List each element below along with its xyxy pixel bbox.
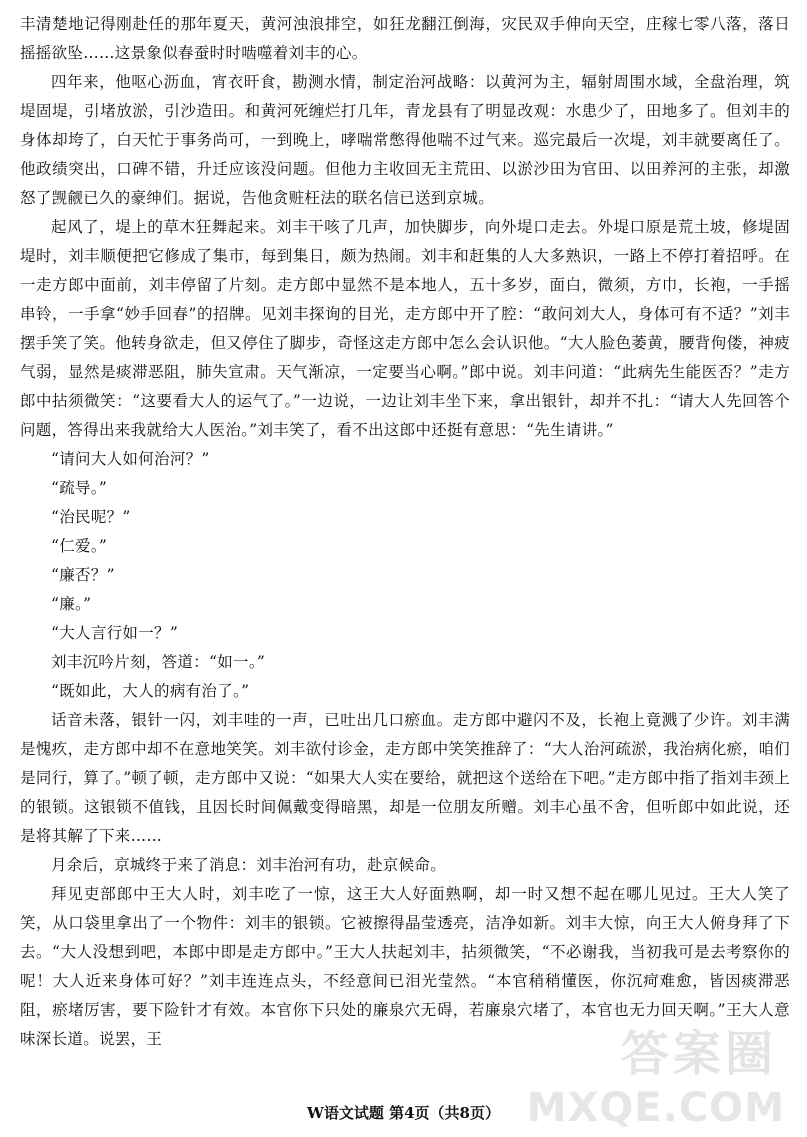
paragraph: 月余后，京城终于来了消息：刘丰治河有功，赴京候命。	[51, 856, 447, 874]
dialogue-line: “疏导。”	[51, 479, 108, 497]
site-watermark	[526, 1011, 797, 1131]
dialogue-line: “廉。”	[51, 595, 92, 613]
watermark-cn-text: 答案圈	[620, 1026, 777, 1082]
paragraph: 丰清楚地记得刚赴任的那年夏天，黄河浊浪排空，如狂龙翻江倒海，灾民双手伸向天空，庄稼七零八落，落日摇摇欲坠……这景象似春蚕时时啮噬着刘丰的心。	[20, 15, 790, 62]
page-footer: W语文试题 第4页（共8页）	[307, 1104, 500, 1122]
dialogue-line: “廉否？”	[51, 566, 115, 584]
paragraph: 拜见吏部郎中王大人时，刘丰吃了一惊，这王大人好面熟啊，却一时又想不起在哪儿见过。王大人笑了笑，从口袋里拿出了一个物件：刘丰的银锁。它被擦得晶莹透亮，洁净如新。刘丰大惊，向王大人俯身拜了下去。“大人没想到吧，本郎中即是走方郎中。”王大人扶起刘丰，拈须微笑，“不必谢我，当初我可是去考察你的呢！大人近来身体可好？”刘丰连连点头，不经意间已泪光莹然。“本官稍稍懂医，你沉疴难愈，皆因痰滞恶阻，瘀堵厉害，要下险针才有效。本官你下只处的廉泉穴无碍，若廉泉穴堵了，本官也无力回天啊。”王大人意味深长道。说罢，王	[20, 885, 790, 1048]
passage-body	[20, 10, 790, 1054]
dialogue-line: 刘丰沉吟片刻，答道：“如一。”	[51, 653, 266, 671]
watermark-en-text: MXQE.COM	[526, 1085, 785, 1131]
paragraph: 起风了，堤上的草木狂舞起来。刘丰干咳了几声，加快脚步，向外堤口走去。外堤口原是荒土坡，修堤固堤时，刘丰顺便把它修成了集市，每到集日，颇为热闹。刘丰和赶集的人大多熟识，一路上不停打着招呼。在一走方郎中面前，刘丰停留了片刻。走方郎中显然不是本地人，五十多岁，面白，微须，方巾，长袍，一手摇串铃，一手拿“妙手回春”的招牌。见刘丰探询的目光，走方郎中开了腔：“敢问刘大人，身体可有不适？”刘丰摆手笑了笑。他转身欲走，但又停住了脚步，奇怪这走方郎中怎么会认识他。“大人脸色萎黄，腰背佝偻，神疲气弱，显然是痰滞恶阻，肺失宣肃。天气渐凉，一定要当心啊。”郎中说。刘丰问道：“此病先生能医否？”走方郎中拈须微笑：“这要看大人的运气了。”一边说，一边让刘丰坐下来，拿出银针，却并不扎：“请大人先回答个问题，答得出来我就给大人医治。”刘丰笑了，看不出这郎中还挺有意思：“先生请讲。”	[20, 218, 790, 439]
dialogue-line: “大人言行如一？”	[51, 624, 179, 642]
dialogue-line: “请问大人如何治河？”	[51, 450, 210, 468]
paragraph: 话音未落，银针一闪，刘丰哇的一声，已吐出几口瘀血。走方郎中避闪不及，长袍上竟溅了少许。刘丰满是愧疚，走方郎中却不在意地笑笑。刘丰欲付诊金，走方郎中笑笑推辞了：“大人治河疏淤，我治病化瘀，咱们是同行，算了。”顿了顿，走方郎中又说：“如果大人实在要给，就把这个送给在下吧。”走方郎中指了指刘丰颈上的银锁。这银锁不值钱，且因长时间佩戴变得暗黑，却是一位朋友所赠。刘丰心虽不舍，但听郎中如此说，还是将其解了下来……	[20, 711, 790, 845]
dialogue-line: “既如此，大人的病有治了。”	[51, 682, 250, 700]
dialogue-line: “治民呢？”	[51, 508, 131, 526]
dialogue-line: “仁爱。”	[51, 537, 108, 555]
paragraph: 四年来，他呕心沥血，宵衣旰食，勘测水情，制定治河战略：以黄河为主，辐射周围水域，全盘治理，筑堤固堤，引堵放淤，引沙造田。和黄河死缠烂打几年，青龙县有了明显改观：水患少了，田地多了。但刘丰的身体却垮了，白天忙于事务尚可，一到晚上，哮喘常憋得他喘不过气来。巡完最后一次堤，刘丰就要离任了。他政绩突出，口碑不错，升迁应该没问题。但他力主收回无主荒田、以淤沙田为官田、以田养河的主张，却激怒了觊觎已久的豪绅们。据说，告他贪赃枉法的联名信已送到京城。	[20, 73, 790, 207]
